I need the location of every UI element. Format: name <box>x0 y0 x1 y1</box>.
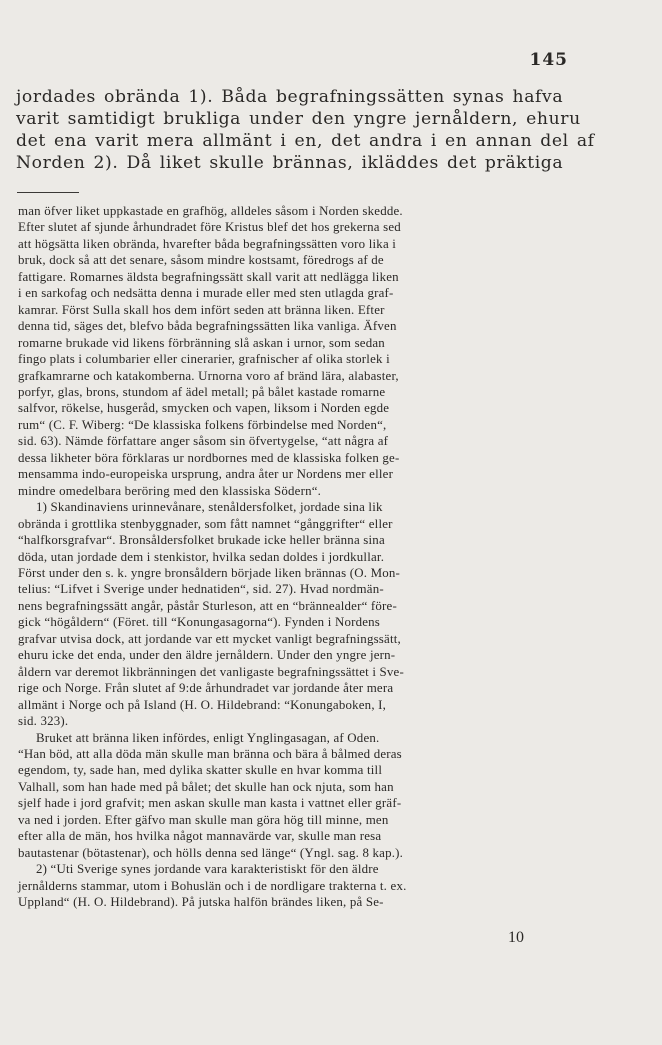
note-line: 2) “Uti Sverige synes jordande vara karakteristiskt för den äldre <box>36 862 379 877</box>
signature-mark: 10 <box>508 929 524 946</box>
note-line: mindre omedelbara beröring med den klassiska Södern“. <box>18 483 322 498</box>
main-line: det ena varit mera allmänt i en, det andra i en annan del af <box>16 131 595 151</box>
note-line: grafvar utvisa dock, att jordande var ett mycket vanligt begrafningssätt, <box>18 631 401 646</box>
note-line: Valhall, som han hade med på bålet; det skulle han ock njuta, som han <box>18 779 394 794</box>
note-line: egendom, ty, sade han, med dylika skatter skulle en hvar komma till <box>18 763 383 778</box>
main-text <box>16 86 595 174</box>
note-line: porfyr, glas, brons, stundom af ädel metall; på bålet kastade romarne <box>18 384 386 399</box>
note-line: sjelf hade i jord grafvit; men askan skulle man kasta i vattnet eller gräf- <box>18 796 402 811</box>
note-line: nens begrafningssätt angår, påstår Sturleson, att en “brännealder“ före- <box>18 598 397 613</box>
note-line: “halfkorsgrafvar“. Bronsåldersfolket brukade icke heller bränna sina <box>18 533 385 548</box>
note-line: grafkamrarne och katakomberna. Urnorna voro af bränd lära, alabaster, <box>18 368 399 383</box>
note-line: att högsätta liken obrända, hvarefter båda begrafningssätten voro lika i <box>18 236 397 251</box>
note-line: Uppland“ (H. O. Hildebrand). På jutska halfön brändes liken, på Se- <box>18 895 384 910</box>
note-line: efter alla de män, hos hvilka något mannavärde var, skulle man resa <box>18 829 382 844</box>
note-line: denna tid, säges det, blefvo båda begrafningssätten lika vanliga. Äfven <box>18 319 397 334</box>
main-line: Norden 2). Då liket skulle brännas, ikläddes det präktiga <box>16 153 564 173</box>
main-line: jordades obrända 1). Båda begrafningssätten synas hafva <box>16 87 564 107</box>
note-line: rige och Norge. Från slutet af 9:de århundradet var jordande åter mera <box>18 681 394 696</box>
note-line: romarne brukade vid likens förbränning slå askan i urnor, som sedan <box>18 335 385 350</box>
note-line: 1) Skandinaviens urinnevånare, stenåldersfolket, jordade sina lik <box>36 500 383 515</box>
note-line: sid. 323). <box>18 714 69 729</box>
note-line: man öfver liket uppkastade en grafhög, alldeles såsom i Norden skedde. <box>18 204 403 218</box>
note-line: rum“ (C. F. Wiberg: “De klassiska folkens förbindelse med Norden“, <box>18 417 387 432</box>
note-line: gick “högåldern“ (Föret. till “Konungasagorna“). Fynden i Nordens <box>18 615 381 630</box>
note-line: dessa likheter böra förklaras ur nordbornes med de klassiska folken ge- <box>18 450 400 465</box>
note-line: ehuru icke det enda, under den äldre jernåldern. Under den yngre jern- <box>18 648 396 663</box>
main-line: varit samtidigt brukliga under den yngre jernåldern, ehuru <box>16 109 581 129</box>
note-line: va ned i jorden. Efter gäfvo man skulle man göra hög till minne, men <box>18 812 389 827</box>
note-line: sid. 63). Nämde författare anger såsom sin öfvertygelse, “att några af <box>18 434 389 449</box>
note-line: “Han böd, att alla döda män skulle man bränna och bära å bålmed deras <box>18 746 402 761</box>
note-line: fingo plats i columbarier eller cinerarier, grafnischer af olika storlek i <box>18 352 390 367</box>
footnotes <box>18 203 568 910</box>
note-line: bautastenar (bötastenar), och hölls denna sed länge“ (Yngl. sag. 8 kap.). <box>18 845 404 860</box>
note-line: i en sarkofag och nedsätta denna i murade eller med sten utlagda graf- <box>18 286 394 301</box>
note-line: allmänt i Norge och på Island (H. O. Hildebrand: “Konungaboken, I, <box>18 697 387 712</box>
footnote-rule <box>17 192 79 193</box>
note-line: bruk, dock så att det senare, såsom mindre kostsamt, föredrogs af de <box>18 253 384 268</box>
note-line: salfvor, rökelse, husgeråd, smycken och vapen, liksom i Norden egde <box>18 401 390 416</box>
note-line: Först under den s. k. yngre bronsåldern började liken brännas (O. Mon- <box>18 565 401 580</box>
note-line: fattigare. Romarnes äldsta begrafningssätt skall varit att nedlägga liken <box>18 269 399 284</box>
note-line: mensamma indo-europeiska ursprung, andra åter ur Nordens mer eller <box>18 467 394 482</box>
page-number: 145 <box>529 50 568 70</box>
note-line: telius: “Lifvet i Sverige under hednatiden“, sid. 27). Hvad nordmän- <box>18 582 384 597</box>
note-line: kamrar. Först Sulla skall hos dem infört seden att bränna liken. Efter <box>18 302 385 317</box>
note-line: Bruket att bränna liken infördes, enligt Ynglingasagan, af Oden. <box>36 730 380 745</box>
note-line: åldern var deremot likbränningen det vanligaste begrafningssättet i Sve- <box>18 664 404 679</box>
note-line: Efter slutet af sjunde århundradet före Kristus blef det hos grekerna sed <box>18 220 401 235</box>
note-line: jernålderns stammar, utom i Bohuslän och i de nordligare trakterna t. ex. <box>18 878 407 893</box>
note-line: döda, utan jordade dem i stenkistor, hvilka sedan doldes i jordkullar. <box>18 549 385 564</box>
note-line: obrända i grottlika stenbyggnader, som fått namnet “gånggrifter“ eller <box>18 516 393 531</box>
